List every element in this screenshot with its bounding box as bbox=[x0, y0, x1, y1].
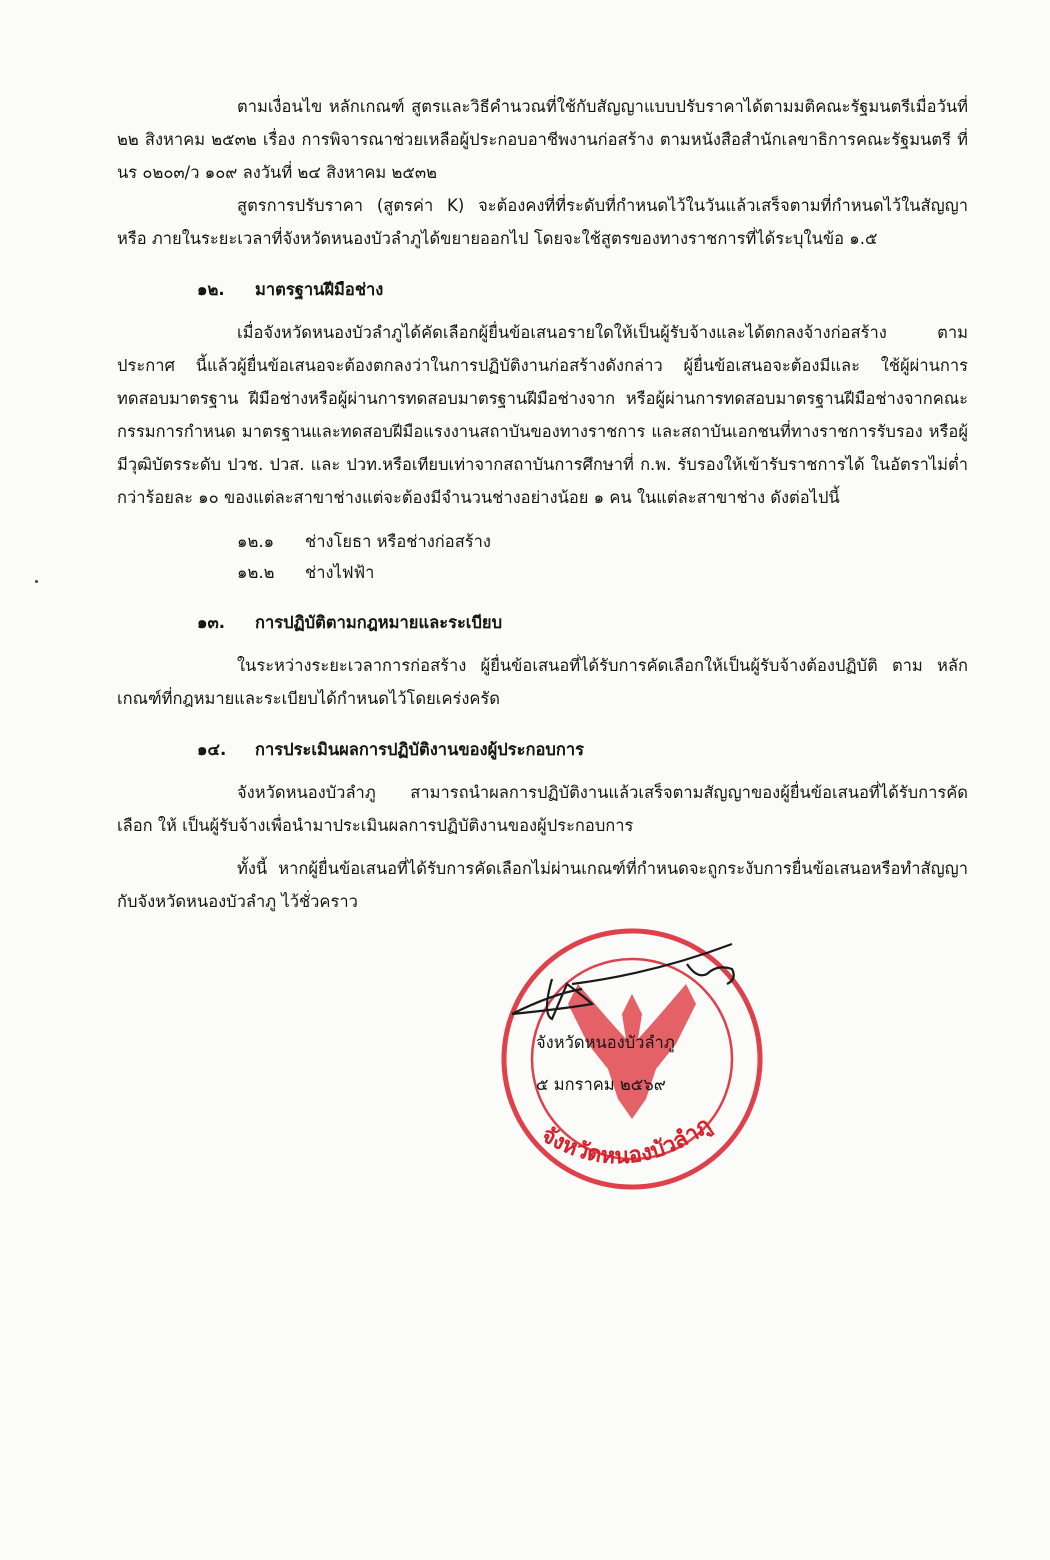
section-12-paragraph bbox=[117, 316, 968, 514]
signature-block bbox=[117, 924, 968, 1214]
intro-line-3: ที่ นร ๐๒๐๓/ว ๑๐๙ ลงวันที่ ๒๔ สิงหาคม ๒๕๓๒ bbox=[117, 130, 968, 182]
closing-line-1: ทั้งนี้ หากผู้ยื่นข้อเสนอที่ได้รับการคัดเลือกไม่ผ่านเกณฑ์ที่กำหนดจะถูกระงับการยื่นข้อเสนอหรือทำสัญญา bbox=[237, 859, 968, 878]
section-14-heading bbox=[197, 733, 968, 766]
official-seal-stamp bbox=[492, 924, 782, 1194]
item-number: ๑๒.๒ bbox=[237, 563, 275, 582]
section-14-line-1: จังหวัดหนองบัวลำภู สามารถนำผลการปฏิบัติงานแล้วเสร็จตามสัญญาของผู้ยื่นข้อเสนอที่ได้รับการคัดเลือก bbox=[117, 783, 968, 835]
intro-line-2: ๒๒ สิงหาคม ๒๕๓๒ เรื่อง การพิจารณาช่วยเหลือผู้ประกอบอาชีพงานก่อสร้าง ตามหนังสือสำนักเลขาธิการคณะรัฐมนตรี bbox=[117, 130, 951, 149]
closing-line-2: กับจังหวัดหนองบัวลำภู ไว้ชั่วคราว bbox=[117, 892, 358, 911]
section-13-line-1: ในระหว่างระยะเวลาการก่อสร้าง ผู้ยื่นข้อเสนอที่ได้รับการคัดเลือกให้เป็นผู้รับจ้างต้องปฏิบัติ ตาม bbox=[237, 656, 923, 675]
section-number: ๑๒. bbox=[197, 280, 225, 299]
section-12-line-4: มาตรฐานและทดสอบฝีมือแรงงานสถาบันของทางราชการ และสถาบันเอกชนที่ทางราชการรับรอง หรือผู้มีวุฒิบัตรระดับ bbox=[117, 422, 968, 474]
section-13-line-2: หลักเกณฑ์ที่กฎหมายและระเบียบได้กำหนดไว้โดยเคร่งครัด bbox=[117, 656, 969, 708]
section-title: การประเมินผลการปฏิบัติงานของผู้ประกอบการ bbox=[255, 740, 584, 759]
intro-line-5: ภายในระยะเวลาที่จังหวัดหนองบัวลำภูได้ขยายออกไป โดยจะใช้สูตรของทางราชการที่ได้ระบุในข้อ ๑.๕ bbox=[151, 229, 878, 248]
section-number: ๑๓. bbox=[197, 613, 226, 632]
signature-date: ๕ มกราคม ๒๕๖๙ bbox=[536, 1075, 666, 1094]
section-title: มาตรฐานฝีมือช่าง bbox=[255, 280, 384, 299]
stamp-text: จังหวัดหนองบัวลำภู bbox=[537, 1112, 716, 1170]
intro-line-4: สูตรการปรับราคา (สูตรค่า K) จะต้องคงที่ที่ระดับที่กำหนดไว้ในวันแล้วเสร็จตามที่กำหนดไว้ในสัญญา หรือ bbox=[117, 196, 968, 248]
section-13-paragraph bbox=[117, 649, 968, 715]
intro-line-1: ตามเงื่อนไข หลักเกณฑ์ สูตรและวิธีคำนวณที่ใช้กับสัญญาแบบปรับราคาได้ตามมติคณะรัฐมนตรีเมื่อวันที่ bbox=[237, 97, 968, 116]
closing-paragraph bbox=[117, 852, 968, 918]
section-12-line-5: ปวช. ปวส. และ ปวท.หรือเทียบเท่าจากสถาบันการศึกษาที่ ก.พ. รับรองให้เข้ารับราชการได้ ในอัตราไม่ต่ำกว่าร้อยละ ๑๐ bbox=[117, 455, 968, 507]
item-label: ช่างโยธา หรือช่างก่อสร้าง bbox=[305, 532, 491, 551]
svg-text:จังหวัดหนองบัวลำภู bbox=[537, 1113, 716, 1170]
list-item bbox=[237, 526, 968, 557]
section-title: การปฏิบัติตามกฎหมายและระเบียบ bbox=[255, 613, 503, 632]
section-14-line-2: ให้ เป็นผู้รับจ้างเพื่อนำมาประเมินผลการปฏิบัติงานของผู้ประกอบการ bbox=[157, 816, 634, 835]
intro-paragraph-1 bbox=[117, 90, 968, 189]
section-12-heading bbox=[197, 273, 968, 306]
list-item bbox=[237, 557, 968, 588]
section-12-list bbox=[117, 526, 968, 588]
item-number: ๑๒.๑ bbox=[237, 532, 275, 551]
section-12-line-1: เมื่อจังหวัดหนองบัวลำภูได้คัดเลือกผู้ยื่นข้อเสนอรายใดให้เป็นผู้รับจ้างและได้ตกลงจ้างก่อสร้าง ตามประกาศ bbox=[117, 323, 968, 375]
section-12-line-2: นี้แล้วผู้ยื่นข้อเสนอจะต้องตกลงว่าในการปฏิบัติงานก่อสร้างดังกล่าว ผู้ยื่นข้อเสนอจะต้องมีและ ใช้ผู้ผ่านการทดสอบมาตรฐาน bbox=[117, 356, 969, 408]
section-13-heading bbox=[197, 606, 968, 639]
section-12-line-3: ฝีมือช่างหรือผู้ผ่านการทดสอบมาตรฐานฝีมือช่างจาก หรือผู้ผ่านการทดสอบมาตรฐานฝีมือช่างจากคณะกรรมการกำหนด bbox=[117, 389, 969, 441]
item-label: ช่างไฟฟ้า bbox=[305, 563, 375, 582]
section-number: ๑๔. bbox=[197, 740, 227, 759]
signatory-authority: จังหวัดหนองบัวลำภู bbox=[536, 1033, 675, 1052]
section-12-line-6: ของแต่ละสาขาช่างแต่จะต้องมีจำนวนช่างอย่างน้อย ๑ คน ในแต่ละสาขาช่าง ดังต่อไปนี้ bbox=[223, 488, 840, 507]
section-14-paragraph bbox=[117, 776, 968, 842]
intro-paragraph-2 bbox=[117, 189, 968, 255]
